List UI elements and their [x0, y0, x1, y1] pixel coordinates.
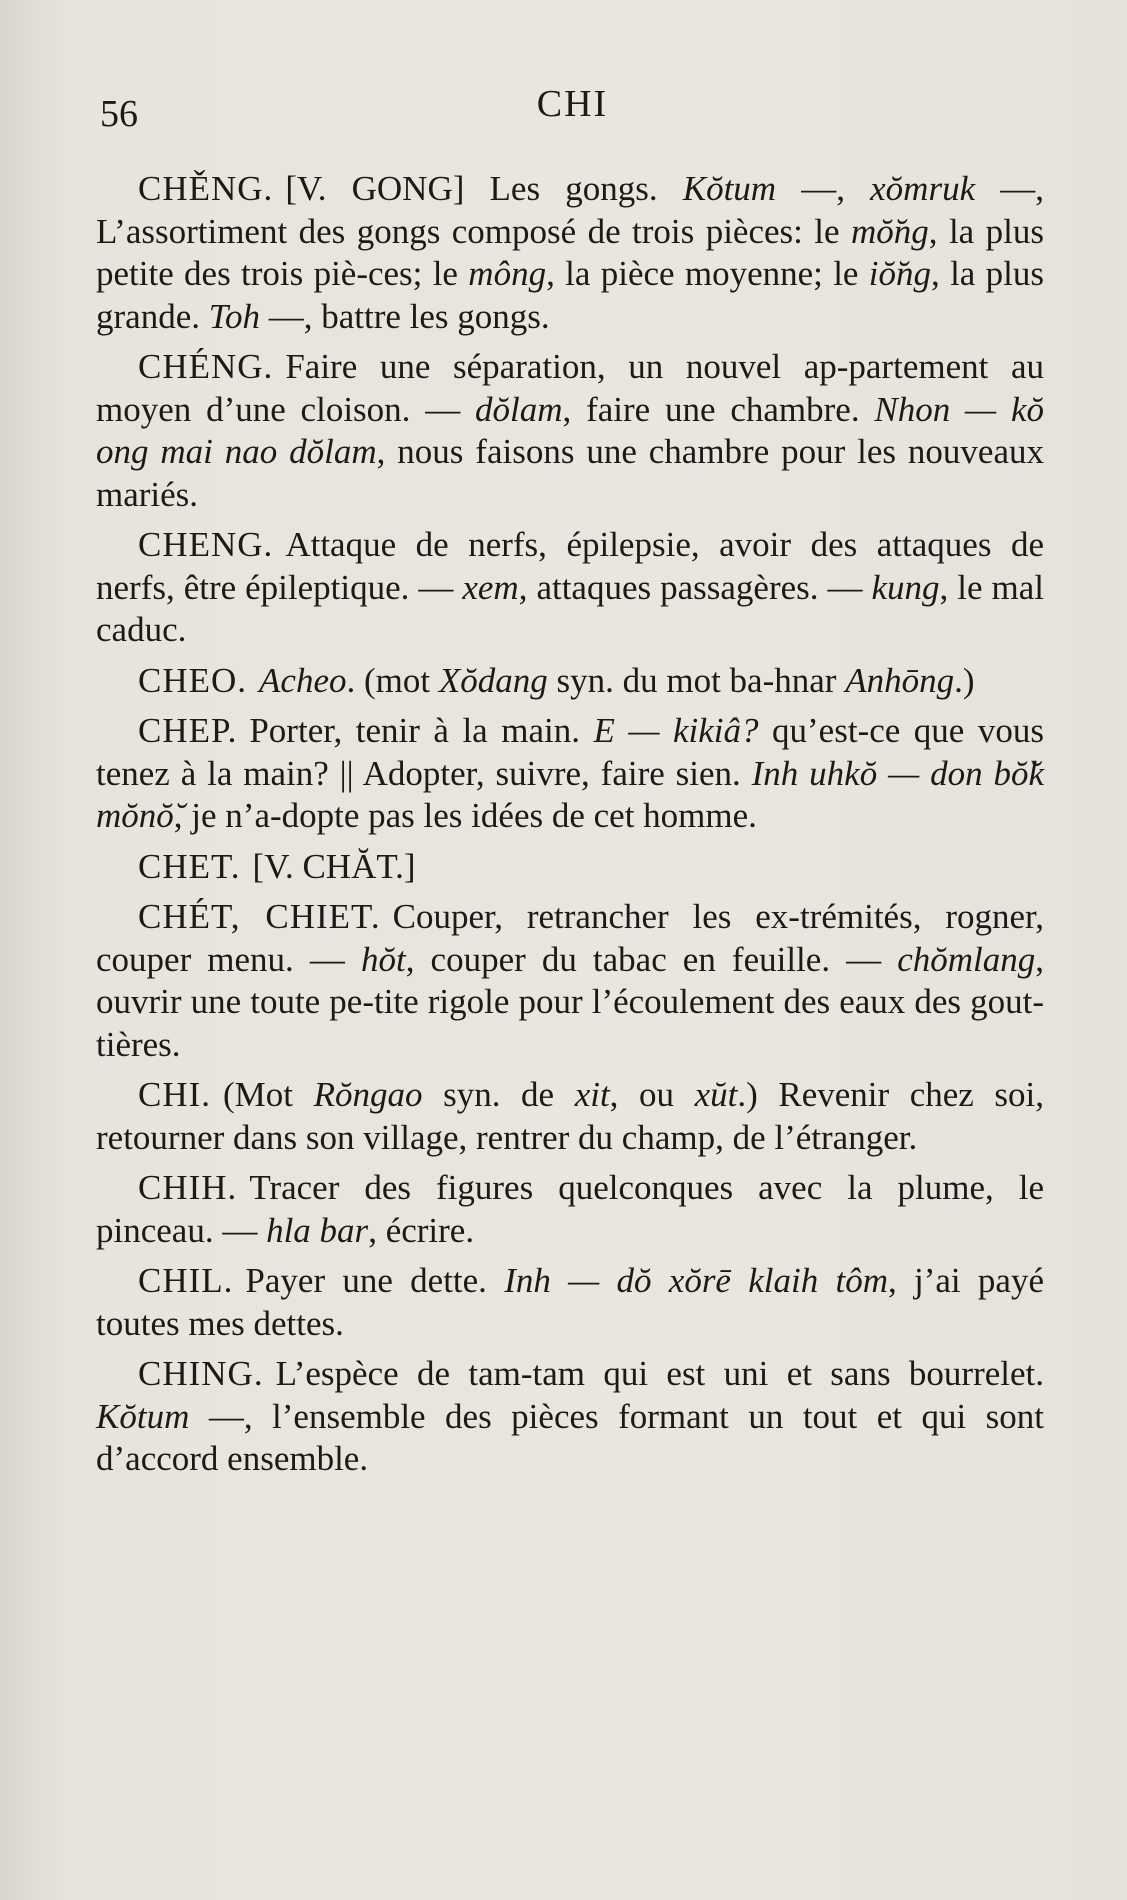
entry-example-italic: Inh — dŏ xŏrē klaih tôm	[504, 1261, 888, 1300]
entry-definition-text: , faire une chambre.	[562, 389, 875, 429]
entry-example-italic: Nhon — kŏ ong mai nao dŏlam	[96, 389, 1045, 471]
entry-definition-text: qu’est-ce que vous tenez à la main? || Adopter, suivre, faire sien.	[96, 711, 1044, 793]
entry-definition-text: , attaques passagères. —	[518, 567, 872, 607]
entry-example-italic: Xŏdang	[438, 660, 548, 700]
entry-definition-text: , la pièce moyenne; le	[546, 254, 869, 293]
dictionary-entry	[96, 1074, 1044, 1159]
entry-definition-text: , j’ai payé toutes mes dettes.	[96, 1261, 1044, 1343]
dictionary-entry	[96, 168, 1044, 338]
dictionary-entry	[96, 896, 1044, 1066]
entry-example-italic: dŏlam	[475, 389, 563, 429]
entry-headword: CHING.	[138, 1354, 264, 1393]
dictionary-entry	[96, 846, 1044, 889]
dictionary-entry	[96, 346, 1044, 516]
entry-definition-text: [V. CHĂT.]	[252, 846, 416, 886]
entry-headword: CHET.	[138, 846, 241, 886]
entry-definition-text: Payer une dette.	[245, 1261, 505, 1300]
entry-definition-text: Faire une séparation, un nouvel ap-partement au moyen d’une cloison. —	[96, 347, 1044, 429]
entry-definition-text: [V. GONG] Les gongs.	[285, 169, 683, 208]
entry-headword: CHEP.	[138, 711, 238, 750]
entry-example-italic: Anhōng	[845, 660, 955, 700]
entry-example-italic: hla bar	[266, 1210, 369, 1250]
entry-headword: CHÉT, CHIET.	[138, 897, 381, 936]
entry-definition-text: , la plus grande.	[96, 254, 1044, 336]
entry-example-italic: Rŏngao	[313, 1075, 423, 1114]
entry-definition-text: Couper, retrancher les ex-trémités, rogner, couper menu. —	[96, 897, 1045, 979]
entry-headword: CHEO.	[138, 660, 248, 700]
entry-definition-text: .)	[954, 660, 975, 700]
entry-example-italic: xŏmruk	[870, 169, 976, 208]
dictionary-entry	[96, 524, 1044, 652]
entry-definition-text: , ou	[609, 1075, 695, 1114]
dictionary-entry	[96, 1353, 1044, 1481]
entry-definition-text: , le mal caduc.	[96, 567, 1044, 649]
entry-definition-text: L’espèce de tam-tam qui est uni et sans bourrelet.	[275, 1354, 1044, 1393]
entry-headword: CHENG.	[138, 525, 274, 564]
entry-list	[96, 168, 1044, 1489]
entry-example-italic: kung	[871, 567, 940, 607]
entry-definition-text: Porter, tenir à la main.	[249, 711, 594, 750]
entry-example-italic: Kŏtum	[96, 1396, 190, 1436]
entry-example-italic: E — kikiâ?	[593, 711, 759, 750]
entry-definition-text: , ouvrir une toute pe-tite rigole pour l’écoulement des eaux des gout-tières.	[96, 939, 1045, 1064]
dictionary-entry	[96, 1167, 1044, 1252]
entry-example-italic: hŏt	[360, 939, 406, 979]
entry-example-italic: Acheo	[259, 660, 347, 700]
entry-headword: CHI.	[138, 1075, 212, 1114]
entry-definition-text: . (mot	[346, 660, 439, 700]
entry-example-italic: mŏ̆ng	[851, 211, 929, 251]
entry-definition-text: syn. de	[422, 1075, 575, 1114]
entry-definition-text: .) Revenir chez soi, retourner dans son village, rentrer du champ, de l’étranger.	[96, 1075, 1045, 1157]
entry-definition-text: —, battre les gongs.	[260, 296, 550, 336]
entry-example-italic: xem	[462, 567, 519, 607]
entry-example-italic: xŭt	[694, 1075, 738, 1114]
entry-example-italic: xit	[574, 1075, 610, 1114]
page-number: 56	[100, 93, 138, 135]
running-title: CHI	[536, 83, 609, 125]
entry-example-italic: mông	[468, 254, 547, 293]
entry-headword: CHÉNG.	[138, 347, 274, 386]
entry-definition-text: Tracer des figures quelconques avec la plume, le pinceau. —	[96, 1168, 1044, 1250]
entry-example-italic: Kŏtum	[682, 169, 777, 208]
entry-definition-text: Attaque de nerfs, épilepsie, avoir des attaques de nerfs, être épileptique. —	[96, 525, 1044, 607]
entry-definition-text: syn. du mot ba-hnar	[547, 660, 846, 700]
dictionary-entry	[96, 1260, 1044, 1345]
entry-headword: CHĚNG.	[138, 169, 274, 208]
entry-definition-text: , je n’a-dopte pas les idées de cet homme.	[173, 796, 757, 835]
entry-headword: CHIL.	[138, 1261, 234, 1300]
entry-definition-text: (Mot	[223, 1075, 314, 1114]
entry-definition-text: —, l’ensemble des pièces formant un tout et qui sont d’accord ensemble.	[96, 1396, 1044, 1478]
entry-definition-text: , la plus petite des trois piè-ces; le	[96, 211, 1044, 293]
entry-headword: CHIH.	[138, 1168, 238, 1207]
entry-definition-text: , couper du tabac en feuille. —	[405, 939, 898, 979]
entry-example-italic: Inh uhkŏ — don bŏ̆k mŏnŏ̆	[96, 753, 1044, 835]
entry-example-italic: Toh	[208, 296, 260, 336]
entry-definition-text: —, L’assortiment des gongs composé de trois pièces: le	[96, 169, 1045, 251]
entry-example-italic: chŏmlang	[897, 939, 1036, 979]
entry-definition-text: —,	[776, 169, 871, 208]
entry-example-italic: iŏ̆ng	[868, 254, 932, 293]
dictionary-entry	[96, 660, 1044, 703]
dictionary-entry	[96, 710, 1044, 838]
entry-definition-text: , écrire.	[368, 1210, 475, 1250]
entry-definition-text: , nous faisons une chambre pour les nouveaux mariés.	[96, 432, 1044, 514]
running-head	[100, 82, 1045, 135]
